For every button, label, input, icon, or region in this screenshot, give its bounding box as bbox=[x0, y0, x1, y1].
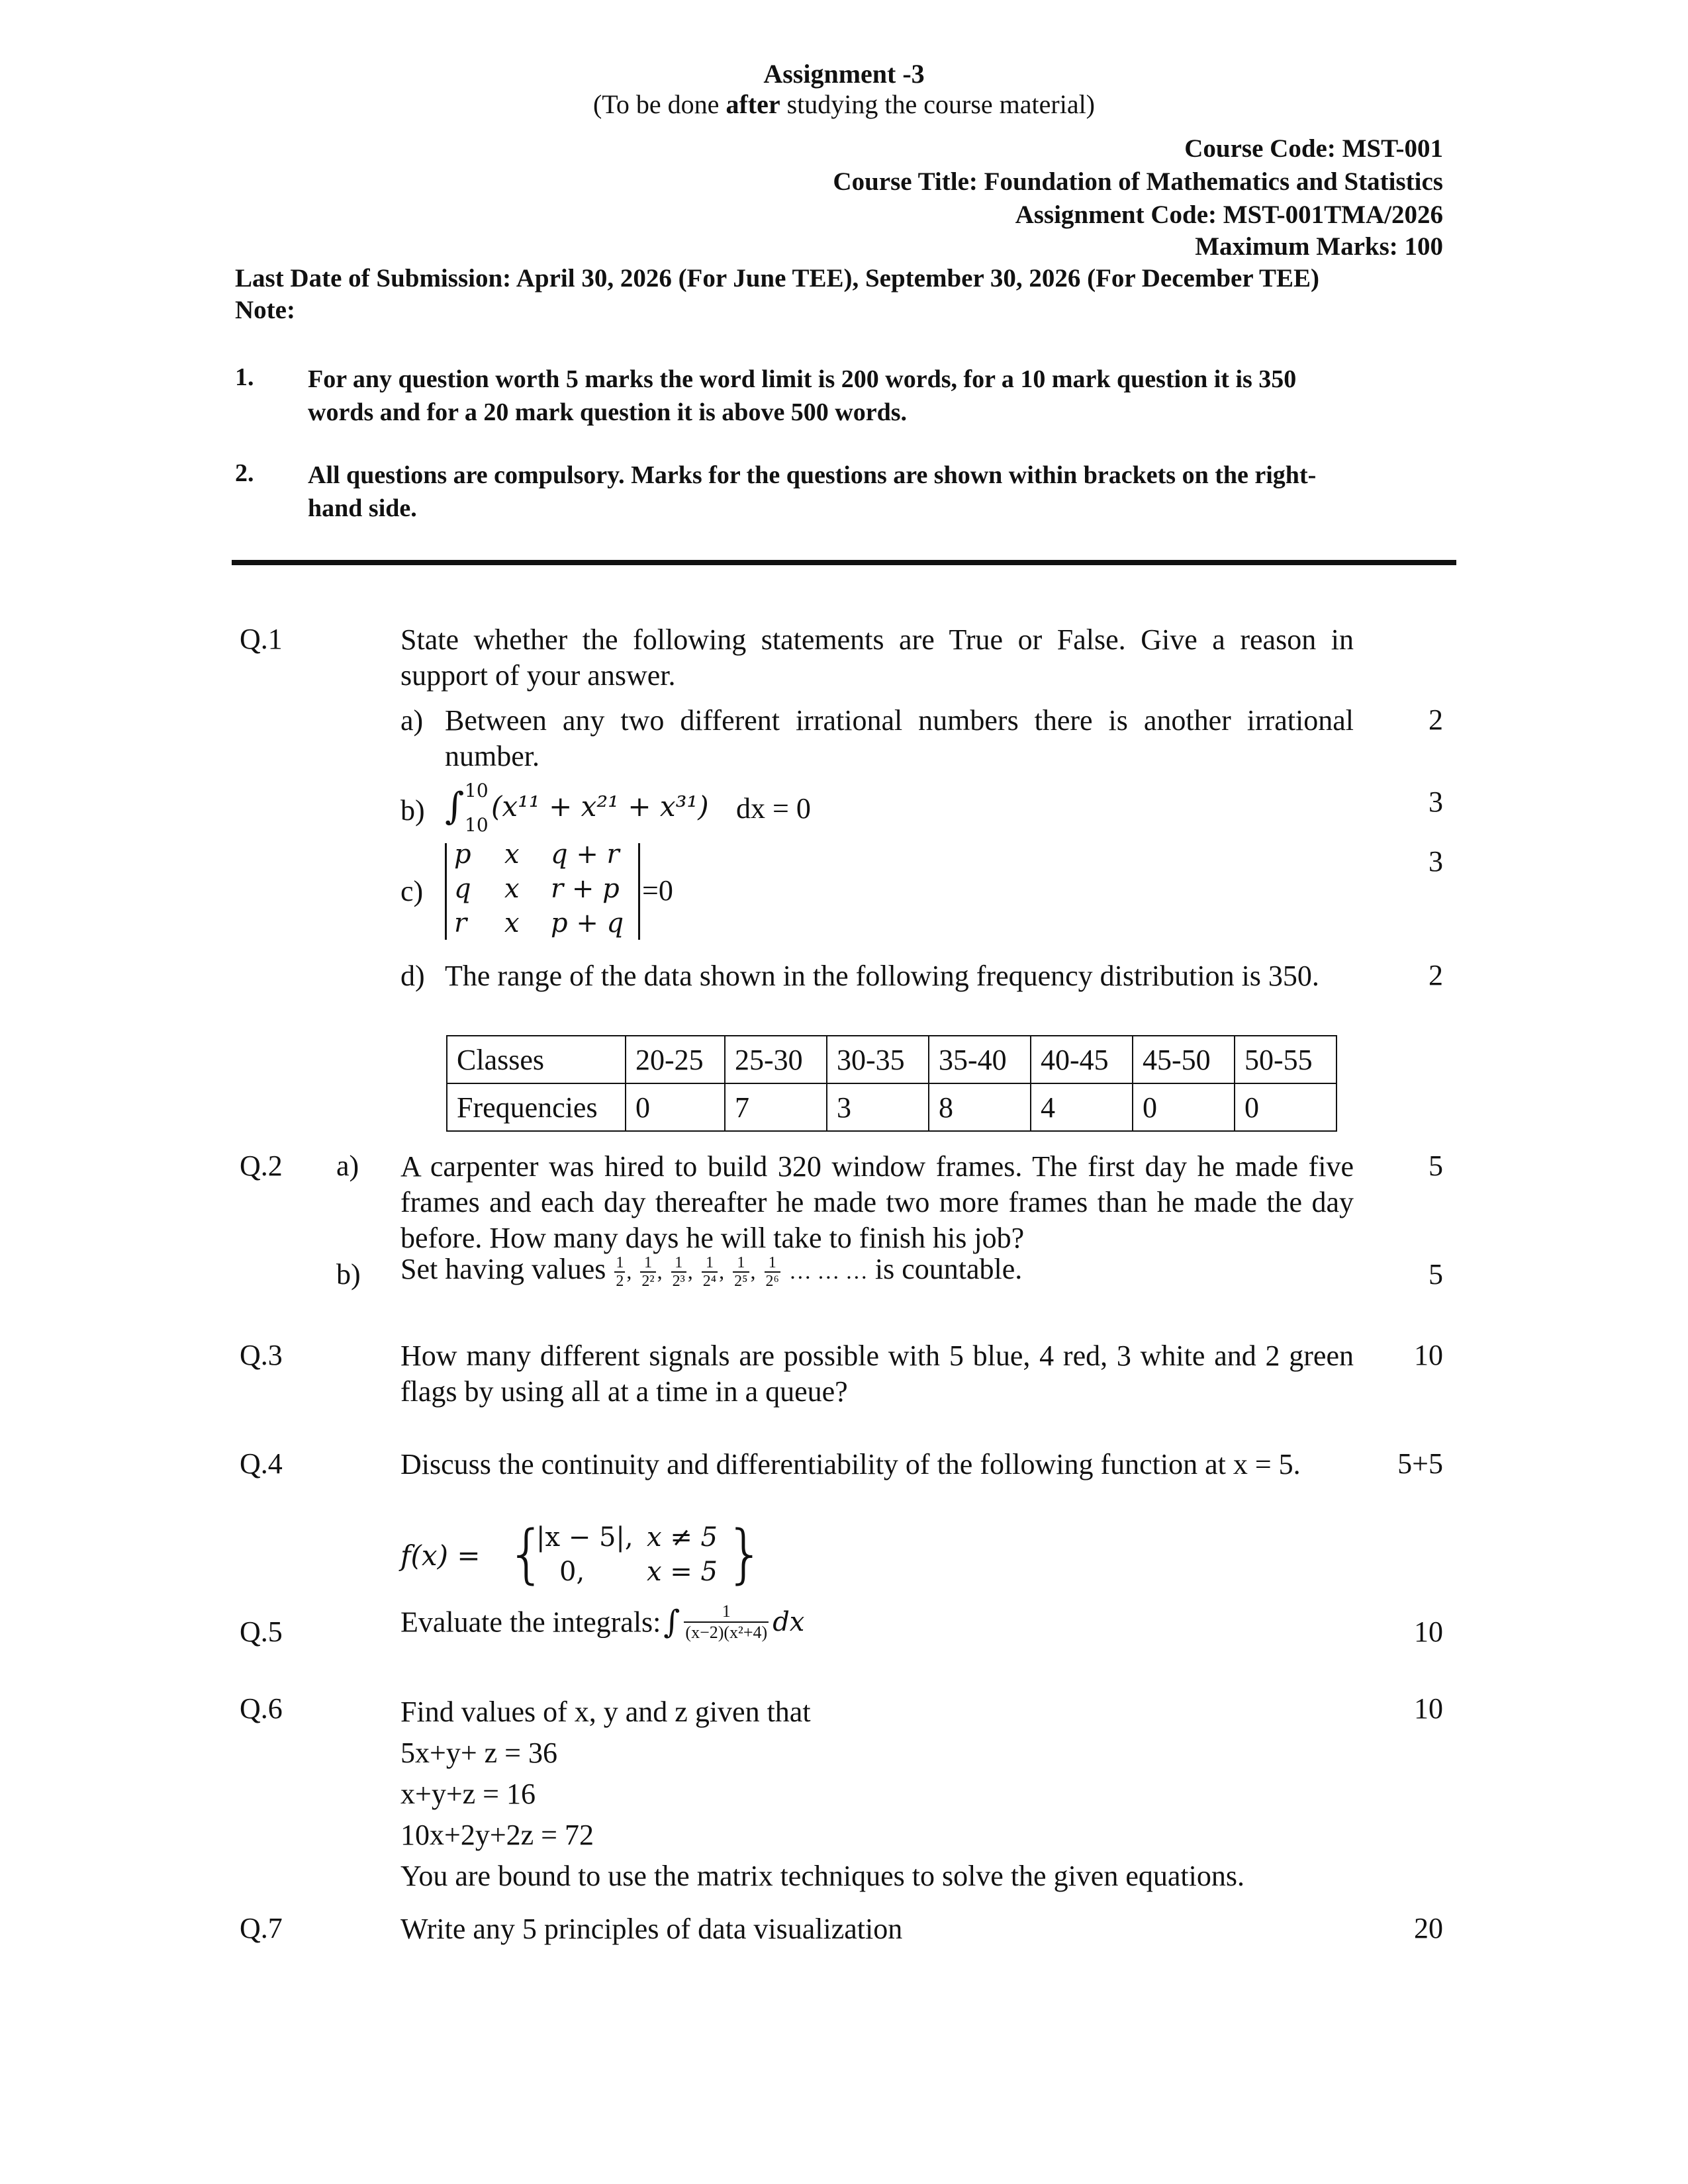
det-cell: x bbox=[504, 908, 520, 938]
integrand: (x¹¹ + x²¹ + x³¹) bbox=[491, 790, 709, 823]
table-cell: 0 bbox=[1133, 1083, 1235, 1131]
q3-text: How many different signals are possible with 5 blue, 4 red, 3 white and 2 green flags by using all at a time in a queue? bbox=[400, 1340, 1354, 1408]
subtitle-bold: after bbox=[726, 89, 780, 119]
q4-text: Discuss the continuity and differentiability of the following function at x = 5. bbox=[400, 1448, 1301, 1480]
q1b-label: b) bbox=[400, 794, 425, 827]
integral-tail: dx = 0 bbox=[736, 792, 811, 825]
q1a-label: a) bbox=[400, 704, 424, 737]
q1a-marks: 2 bbox=[1429, 704, 1443, 736]
note-number: 2. bbox=[235, 459, 254, 487]
q2b-post: is countable. bbox=[874, 1253, 1023, 1285]
q2b-marks: 5 bbox=[1429, 1258, 1443, 1291]
q1c-label: c) bbox=[400, 875, 424, 907]
q6-equation: 10x+2y+2z = 72 bbox=[400, 1819, 594, 1851]
table-row bbox=[447, 1036, 1336, 1083]
integral-lower: 10 bbox=[465, 814, 489, 836]
fraction: $\frac{1}{\text{2⁴}}$ bbox=[702, 1253, 717, 1290]
ellipsis: … … … bbox=[788, 1259, 868, 1284]
note-label: Note: bbox=[235, 296, 295, 324]
q5-marks: 10 bbox=[1414, 1615, 1443, 1648]
q7-text: Write any 5 principles of data visualization bbox=[400, 1913, 903, 1945]
q5-lead: Evaluate the integrals: bbox=[400, 1606, 661, 1639]
q6-line: You are bound to use the matrix techniques to solve the given equations. bbox=[400, 1860, 1244, 1892]
det-cell: r bbox=[454, 908, 467, 938]
dx: dx bbox=[773, 1607, 805, 1637]
table-cell: 35-40 bbox=[929, 1036, 1031, 1083]
table-cell: 7 bbox=[725, 1083, 827, 1131]
q4-marks: 5+5 bbox=[1397, 1447, 1443, 1480]
det-cell: p bbox=[454, 839, 471, 870]
note-line: For any question worth 5 marks the word limit is 200 words, for a 10 mark question it is 350 bbox=[308, 365, 1297, 393]
q6-equation: x+y+z = 16 bbox=[400, 1778, 536, 1810]
integral-sign: ∫ bbox=[445, 785, 465, 828]
maximum-marks: Maximum Marks: 100 bbox=[1195, 232, 1443, 261]
question-number: Q.6 bbox=[240, 1692, 283, 1725]
q6-line: Find values of x, y and z given that bbox=[400, 1696, 811, 1728]
function-name: f(x) = bbox=[400, 1539, 481, 1572]
det-cell: x bbox=[504, 839, 520, 870]
fraction: $\frac{1}{\text{2⁶}}$ bbox=[765, 1253, 779, 1290]
q5-text bbox=[400, 1602, 804, 1661]
note-number: 1. bbox=[235, 363, 254, 391]
question-number: Q.1 bbox=[240, 623, 283, 655]
q3-marks: 10 bbox=[1414, 1339, 1443, 1371]
question-number: Q.7 bbox=[240, 1912, 283, 1944]
q2a-text: A carpenter was hired to build 320 window frames. The first day he made five frames and each day thereafter he made two more frames than he made the day before. How many days he will take to finish his job? bbox=[400, 1150, 1354, 1254]
right-brace: } bbox=[725, 1517, 766, 1591]
question-number: Q.4 bbox=[240, 1447, 283, 1480]
q1c-determinant bbox=[445, 839, 723, 945]
note-item bbox=[308, 363, 1296, 429]
note-line: All questions are compulsory. Marks for the questions are shown within brackets on the right- bbox=[308, 461, 1317, 489]
det-cell: r + p bbox=[551, 874, 620, 904]
fraction: $\frac{1}{\text{(x−2)(x²+4)}}$ bbox=[685, 1602, 768, 1642]
fraction: $\frac{1}{\text{2³}}$ bbox=[672, 1253, 685, 1290]
assignment-subtitle bbox=[0, 89, 1688, 120]
table-cell: Classes bbox=[447, 1036, 626, 1083]
q2b-label: b) bbox=[336, 1258, 361, 1291]
q2b-pre: Set having values bbox=[400, 1253, 606, 1285]
question-number: Q.5 bbox=[240, 1615, 283, 1648]
table-cell: 45-50 bbox=[1133, 1036, 1235, 1083]
det-cell: x bbox=[504, 874, 520, 904]
q1-intro: State whether the following statements are True or False. Give a reason in support of your answer. bbox=[400, 623, 1354, 692]
question-number: Q.3 bbox=[240, 1339, 283, 1371]
table-cell: Frequencies bbox=[447, 1083, 626, 1131]
case-expr: |x − 5|, bbox=[536, 1522, 633, 1553]
fraction: $\frac{1}{2}$ bbox=[616, 1253, 624, 1290]
table-cell: 8 bbox=[929, 1083, 1031, 1131]
q1b-integral bbox=[445, 781, 1041, 834]
subtitle-pre: (To be done bbox=[592, 89, 726, 119]
course-title: Course Title: Foundation of Mathematics and Statistics bbox=[833, 167, 1443, 196]
fraction: $\frac{1}{\text{2²}}$ bbox=[641, 1253, 655, 1290]
note-item bbox=[308, 459, 1316, 525]
integral-upper: 10 bbox=[465, 780, 489, 801]
frequency-table bbox=[446, 1035, 1337, 1132]
table-cell: 4 bbox=[1031, 1083, 1133, 1131]
det-right-bar bbox=[638, 843, 640, 940]
fraction: $\frac{1}{\text{2⁵}}$ bbox=[734, 1253, 748, 1290]
divider-rule bbox=[232, 560, 1456, 565]
assignment-title: Assignment -3 bbox=[763, 59, 925, 89]
table-cell: 25-30 bbox=[725, 1036, 827, 1083]
table-cell: 30-35 bbox=[827, 1036, 929, 1083]
case-cond: x ≠ 5 bbox=[647, 1522, 718, 1553]
q1b-marks: 3 bbox=[1429, 786, 1443, 818]
q1d-text: The range of the data shown in the following frequency distribution is 350. bbox=[445, 960, 1319, 992]
q2a-label: a) bbox=[336, 1150, 359, 1182]
table-row bbox=[447, 1083, 1336, 1131]
det-left-bar bbox=[445, 843, 447, 940]
table-cell: 0 bbox=[1235, 1083, 1336, 1131]
table-cell: 40-45 bbox=[1031, 1036, 1133, 1083]
q1d-marks: 2 bbox=[1429, 959, 1443, 991]
note-line: hand side. bbox=[308, 494, 417, 522]
q1c-marks: 3 bbox=[1429, 845, 1443, 878]
q6-marks: 10 bbox=[1414, 1692, 1443, 1725]
q2a-marks: 5 bbox=[1429, 1150, 1443, 1182]
note-line: words and for a 20 mark question it is above 500 words. bbox=[308, 398, 908, 426]
q7-marks: 20 bbox=[1414, 1912, 1443, 1944]
integral-sign: ∫ bbox=[663, 1604, 680, 1641]
question-number: Q.2 bbox=[240, 1150, 283, 1182]
q2b-text: Set having values $\frac{1}{2}$ , $\frac{1}{\text{2²}}$ , $\frac{1}{\text{2³}}$ , $\frac{1}{\text{2⁴}}$ , $\frac{1}{\text{2⁵}}$ , $\frac{1}{\text{2⁶}}$ … … … is countable. bbox=[400, 1253, 1023, 1290]
det-cell: q bbox=[454, 874, 471, 904]
det-cell: q + r bbox=[551, 839, 620, 870]
table-cell: 50-55 bbox=[1235, 1036, 1336, 1083]
course-code: Course Code: MST-001 bbox=[1184, 134, 1443, 163]
case-cond: x = 5 bbox=[647, 1557, 718, 1587]
table-cell: 3 bbox=[827, 1083, 929, 1131]
last-date: Last Date of Submission: April 30, 2026 (For June TEE), September 30, 2026 (For December TEE) bbox=[235, 264, 1319, 293]
q6-text bbox=[400, 1692, 1244, 1897]
subtitle-post: studying the course material) bbox=[780, 89, 1096, 119]
det-tail: =0 bbox=[642, 874, 673, 907]
piecewise-function bbox=[400, 1517, 771, 1592]
q1a-text: Between any two different irrational numbers there is another irrational number. bbox=[445, 704, 1354, 772]
q6-equation: 5x+y+ z = 36 bbox=[400, 1737, 557, 1769]
table-cell: 0 bbox=[626, 1083, 725, 1131]
assignment-code: Assignment Code: MST-001TMA/2026 bbox=[1015, 201, 1443, 229]
case-expr: 0, bbox=[559, 1557, 585, 1587]
det-cell: p + q bbox=[551, 908, 624, 938]
q1d-label: d) bbox=[400, 960, 425, 992]
table-cell: 20-25 bbox=[626, 1036, 725, 1083]
left-brace: { bbox=[506, 1517, 547, 1591]
